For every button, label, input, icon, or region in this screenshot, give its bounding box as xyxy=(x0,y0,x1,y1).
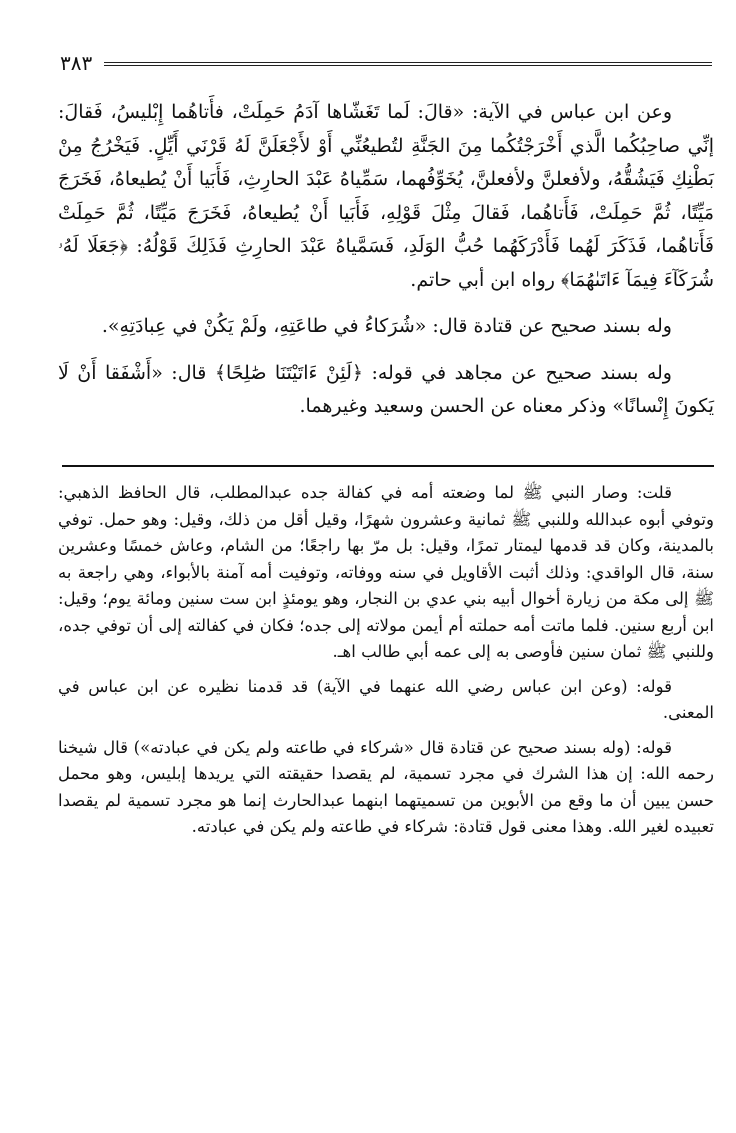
main-paragraph-ibn-abbas: وعن ابن عباس في الآية: «قالَ: لَما تَغَشّاها آدَمُ حَمِلَتْ، فأَتاهُما إِبْليسُ، فَقالَ: إنِّي صاحِبُكُما الَّذي أَخْرَجْتُكُما مِنَ الجَنَّةِ لتُطيعُنِّي أَوْ لأَجْعَلَنَّ لَهُ قَرْنَي أَيِّلٍ. فَيَخْرُجُ مِنْ بَطْنِكِ فَيَشُقُّهُ، ولأفعلنَّ ولأفعلنَّ، يُخَوِّفُهما، سَمِّياهُ عَبْدَ الحارِثِ، فَأَبَيا أَنْ يُطيعاهُ، فَخَرَجَ مَيِّتًا، ثُمَّ حَمِلَتْ، فَأَتاهُما، فَقالَ مِثْلَ قَوْلِهِ، فَأَبَيا أَنْ يُطيعاهُ، فَخَرَجَ مَيِّتًا، ثُمَّ حَمِلَتْ فَأَتاهُما، فَذَكَرَ لَهُما فَأَدْرَكَهُما حُبُّ الوَلَدِ، فَسَمَّياهُ عَبْدَ الحارِثِ فَذَلِكَ قَوْلُهُ: ﴿جَعَلَا لَهُۥ شُرَكَآءَ فِيمَآ ءَاتَىٰهُمَا﴾ رواه ابن أبي حاتم. xyxy=(58,101,714,291)
main-text xyxy=(58,96,714,437)
main-paragraph-qatada: وله بسند صحيح عن قتادة قال: «شُرَكاءُ في طاعَتِهِ، ولَمْ يَكُنْ في عِبادَتِهِ». xyxy=(101,315,672,337)
footnote-divider xyxy=(62,465,714,467)
header-rule xyxy=(104,62,712,66)
note-paragraph-dhahabi: قلت: وصار النبي ﷺ لما وضعته أمه في كفالة جده عبدالمطلب، قال الحافظ الذهبي: وتوفي أبوه عبدالله وللنبي ﷺ ثمانية وعشرون شهرًا، وقيل أقل من ذلك، وقيل: وهو حمل. توفي بالمدينة، وكان قد قدمها ليمتار تمرًا، وقيل: بل مرّ بها راجعًا؛ من الشام، وعاش خمسًا وعشرين سنة، قال الواقدي: وذلك أثبت الأقاويل في سنه ووفاته، وتوفيت أمه آمنة بالأبواء، وهي راجعة به ﷺ إلى مكة من زيارة أخوال أبيه بني عدي بن النجار، وهو يومئذٍ ابن ست سنين ومائة يوم؛ وقيل: ابن أربع سنين. فلما ماتت أمه حملته أم أيمن مولاته إلى جده؛ فكان في كفالته إلى أن توفي جده، وللنبي ﷺ ثمان سنين فأوصى به إلى عمه أبي طالب اهـ. xyxy=(58,483,714,661)
page-number: ٣٨٣ xyxy=(60,51,93,75)
commentary-notes xyxy=(58,480,714,849)
note-paragraph-ibn-abbas: قوله: (وعن ابن عباس رضي الله عنهما في الآية) قد قدمنا نظيره عن ابن عباس في المعنى. xyxy=(58,676,714,722)
main-paragraph-mujahid: وله بسند صحيح عن مجاهد في قوله: ﴿لَئِنْ ءَاتَيْتَنَا صَٰلِحًا﴾ قال: «أَشْفَقا أَنْ لَا يَكونَ إِنْسانًا» وذكر معناه عن الحسن وسعيد وغيرهما. xyxy=(58,361,714,417)
page-header xyxy=(60,52,712,76)
note-paragraph-qatada: قوله: (وله بسند صحيح عن قتادة قال «شركاء في طاعته ولم يكن في عبادته») قال شيخنا رحمه الله: إن هذا الشرك في مجرد تسمية، لم يقصدا حقيقته التي يريدها إبليس، وهو محمل حسن يبين أن ما وقع من الأبوين من تسميتهما ابنهما عبدالحارث إنما هو مجرد تسمية لم يقصدا تعبيده لغير الله. وهذا معنى قول قتادة: شركاء في طاعته ولم يكن في عبادته. xyxy=(58,737,714,836)
